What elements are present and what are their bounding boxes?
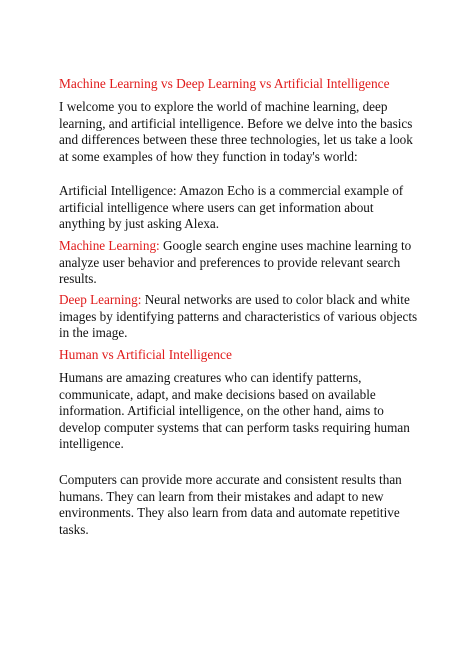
- intro-paragraph: I welcome you to explore the world of machine learning, deep learning, and artificial intelligence. Before we delve into the basics and differences between these three technologies, let us take a look at some examples of how they function in today's world:: [59, 99, 413, 164]
- dl-text: Neural networks are used to color black and white images by identifying patterns and characteristics of various objects in the image.: [59, 292, 418, 340]
- ml-label: Machine Learning:: [59, 238, 160, 253]
- dl-label: Deep Learning:: [59, 292, 142, 307]
- section-heading: Human vs Artificial Intelligence: [59, 347, 232, 362]
- computers-paragraph: Computers can provide more accurate and consistent results than humans. They can learn from their mistakes and adapt to new environments. They also learn from data and automate repetitive tasks.: [59, 472, 402, 537]
- human-paragraph: Humans are amazing creatures who can identify patterns, communicate, adapt, and make decisions based on available information. Artificial intelligence, on the other hand, aims to develop computer systems that can perform tasks requiring human intelligence.: [59, 370, 410, 451]
- dl-example-paragraph: [59, 292, 421, 342]
- document-title: Machine Learning vs Deep Learning vs Artificial Intelligence: [59, 76, 390, 91]
- ai-example-paragraph: Artificial Intelligence: Amazon Echo is a commercial example of artificial intelligence where users can get information about anything by just asking Alexa.: [59, 183, 404, 231]
- ml-example-paragraph: [59, 238, 421, 288]
- ml-text: Google search engine uses machine learning to analyze user behavior and preferences to provide relevant search results.: [59, 238, 412, 286]
